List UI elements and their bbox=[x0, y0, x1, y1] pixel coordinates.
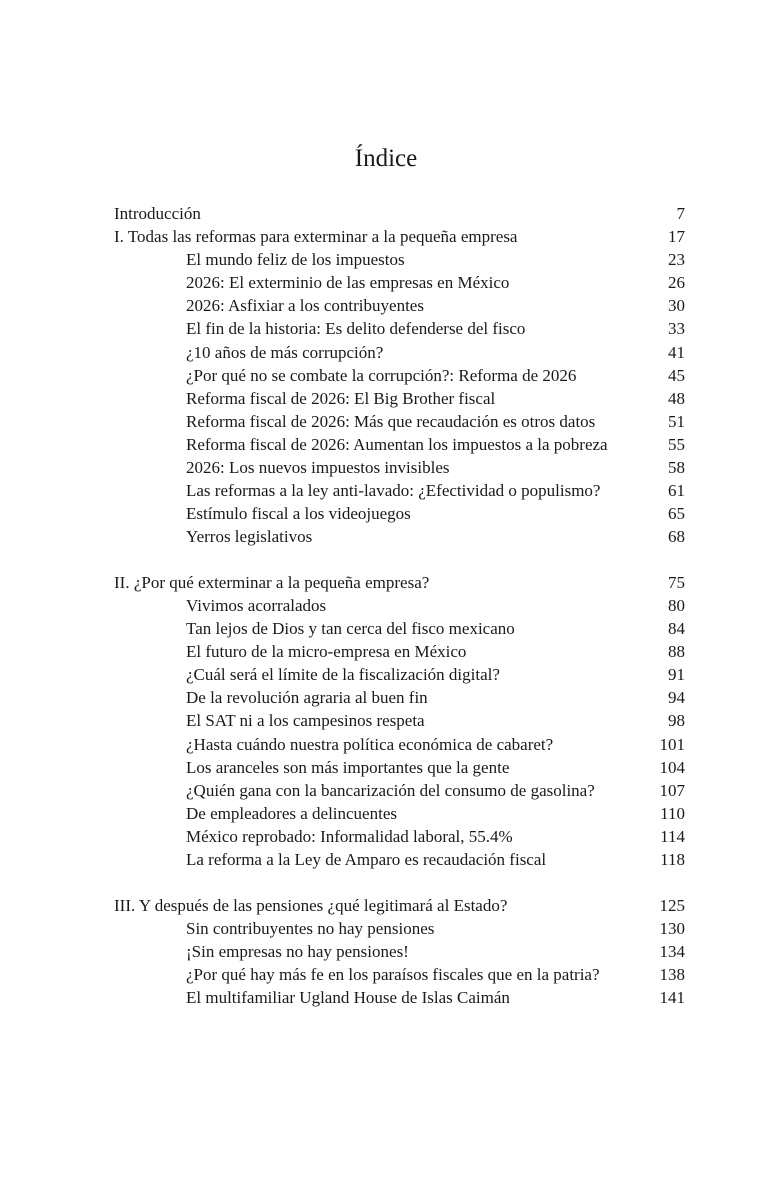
toc-entry bbox=[114, 917, 685, 940]
toc-page-number: 101 bbox=[659, 734, 685, 754]
toc-page-number: 107 bbox=[659, 780, 685, 800]
toc-entry bbox=[114, 502, 685, 525]
toc-page-number: 17 bbox=[668, 227, 685, 247]
toc-entry bbox=[114, 433, 685, 456]
toc-entry-title: 2026: El exterminio de las empresas en México bbox=[186, 273, 510, 293]
toc-page-number: 41 bbox=[668, 342, 685, 362]
toc-entry-title: Reforma fiscal de 2026: Más que recaudación es otros datos bbox=[186, 411, 596, 431]
toc-section-title: I. Todas las reformas para exterminar a la pequeña empresa bbox=[114, 227, 518, 247]
toc-page-number: 45 bbox=[668, 365, 685, 385]
toc-entry-title: Las reformas a la ley anti-lavado: ¿Efectividad o populismo? bbox=[186, 481, 601, 501]
toc-entry bbox=[114, 756, 685, 779]
toc-entry bbox=[114, 456, 685, 479]
toc-page-number: 33 bbox=[668, 319, 685, 339]
toc-entry bbox=[114, 594, 685, 617]
toc-page-number: 65 bbox=[668, 504, 685, 524]
toc-page-number: 141 bbox=[659, 988, 685, 1007]
toc-entry-title: El futuro de la micro-empresa en México bbox=[186, 642, 467, 662]
toc-entry bbox=[114, 617, 685, 640]
toc-entry-title: ¿Quién gana con la bancarización del consumo de gasolina? bbox=[186, 780, 595, 800]
toc-entry-title: Reforma fiscal de 2026: El Big Brother fiscal bbox=[186, 388, 496, 408]
toc-entry bbox=[114, 387, 685, 410]
toc-section-title: Introducción bbox=[114, 204, 201, 223]
toc-page-number: 91 bbox=[668, 665, 685, 685]
toc-page-number: 51 bbox=[668, 411, 685, 431]
toc-page-number: 80 bbox=[668, 596, 685, 615]
toc-page-number: 134 bbox=[659, 941, 685, 961]
toc-page-number: 48 bbox=[668, 388, 685, 408]
toc-entry bbox=[114, 525, 685, 548]
toc-page-number: 23 bbox=[668, 250, 685, 270]
toc-entry-title: El fin de la historia: Es delito defenderse del fisco bbox=[186, 319, 526, 339]
toc-section-heading bbox=[114, 894, 685, 917]
toc-section-title: III. Y después de las pensiones ¿qué legitimará al Estado? bbox=[114, 895, 508, 915]
toc-entry bbox=[114, 986, 685, 1009]
toc-page-number: 84 bbox=[668, 619, 685, 639]
toc-entry-title: Los aranceles son más importantes que la gente bbox=[186, 757, 510, 777]
toc-page-number: 30 bbox=[668, 296, 685, 316]
toc-entry bbox=[114, 294, 685, 317]
toc-entry bbox=[114, 640, 685, 663]
toc-entry-title: Estímulo fiscal a los videojuegos bbox=[186, 504, 411, 524]
toc-page-number: 55 bbox=[668, 434, 685, 454]
toc-entry bbox=[114, 364, 685, 387]
toc-entry-title: 2026: Los nuevos impuestos invisibles bbox=[186, 458, 450, 478]
toc-page-number: 104 bbox=[659, 757, 685, 777]
page-title: Índice bbox=[354, 145, 418, 172]
toc-entry-title: Sin contribuyentes no hay pensiones bbox=[186, 918, 435, 938]
toc-page-number: 68 bbox=[668, 527, 685, 547]
toc-page-number: 114 bbox=[660, 826, 685, 846]
toc-page-number: 110 bbox=[660, 803, 685, 823]
toc-page-number: 7 bbox=[676, 204, 685, 223]
toc-section-heading bbox=[114, 225, 685, 248]
toc-entry bbox=[114, 663, 685, 686]
toc-entry bbox=[114, 317, 685, 340]
toc-entry-title: El SAT ni a los campesinos respeta bbox=[186, 711, 425, 731]
toc-entry-title: De la revolución agraria al buen fin bbox=[186, 688, 428, 708]
toc-page-number: 58 bbox=[668, 458, 685, 478]
toc-entry-title: La reforma a la Ley de Amparo es recaudación fiscal bbox=[186, 850, 547, 870]
toc-entry-title: ¿10 años de más corrupción? bbox=[186, 342, 384, 362]
toc-page-number: 125 bbox=[659, 895, 685, 915]
toc-page-number: 138 bbox=[659, 964, 685, 984]
toc-entry bbox=[114, 733, 685, 756]
toc-entry bbox=[114, 271, 685, 294]
toc-entry-title: ¿Cuál será el límite de la fiscalización digital? bbox=[186, 665, 500, 685]
toc-section-heading bbox=[114, 571, 685, 594]
toc-entry bbox=[114, 248, 685, 271]
toc-entry bbox=[114, 940, 685, 963]
toc-page-number: 26 bbox=[668, 273, 685, 293]
toc-entry-title: De empleadores a delincuentes bbox=[186, 803, 397, 823]
toc-entry-title: Reforma fiscal de 2026: Aumentan los impuestos a la pobreza bbox=[186, 434, 608, 454]
toc-entry-title: 2026: Asfixiar a los contribuyentes bbox=[186, 296, 424, 316]
toc-entry-title: ¿Hasta cuándo nuestra política económica de cabaret? bbox=[186, 734, 554, 754]
toc-entry-title: México reprobado: Informalidad laboral, 55.4% bbox=[186, 826, 513, 846]
toc-entry bbox=[114, 779, 685, 802]
toc-entry bbox=[114, 802, 685, 825]
toc-entry-title: Vivimos acorralados bbox=[186, 596, 327, 615]
toc-entry-title: Tan lejos de Dios y tan cerca del fisco mexicano bbox=[186, 619, 515, 639]
toc-entry bbox=[114, 963, 685, 986]
toc-section-heading bbox=[114, 202, 685, 225]
toc-entry bbox=[114, 686, 685, 709]
toc-entry-title: ¡Sin empresas no hay pensiones! bbox=[186, 941, 409, 961]
toc-entry-title: Yerros legislativos bbox=[186, 527, 313, 547]
toc-page-number: 75 bbox=[668, 572, 685, 592]
toc-entry bbox=[114, 479, 685, 502]
toc-page-number: 94 bbox=[668, 688, 685, 708]
toc-entry bbox=[114, 848, 685, 871]
toc-entry-title: ¿Por qué hay más fe en los paraísos fiscales que en la patria? bbox=[186, 964, 600, 984]
toc-entry bbox=[114, 341, 685, 364]
toc-entry bbox=[114, 709, 685, 732]
toc-entry bbox=[114, 825, 685, 848]
toc-section-title: II. ¿Por qué exterminar a la pequeña empresa? bbox=[114, 572, 430, 592]
toc-entry-title: ¿Por qué no se combate la corrupción?: Reforma de 2026 bbox=[186, 365, 577, 385]
toc-entry-title: El mundo feliz de los impuestos bbox=[186, 250, 405, 270]
toc-page-number: 118 bbox=[660, 850, 685, 870]
toc-page-number: 130 bbox=[659, 918, 685, 938]
toc-entry-title: El multifamiliar Ugland House de Islas Caimán bbox=[186, 988, 510, 1007]
toc-page-number: 98 bbox=[668, 711, 685, 731]
toc-page-number: 88 bbox=[668, 642, 685, 662]
toc-entry bbox=[114, 410, 685, 433]
toc-page-number: 61 bbox=[668, 481, 685, 501]
table-of-contents bbox=[114, 202, 685, 1009]
